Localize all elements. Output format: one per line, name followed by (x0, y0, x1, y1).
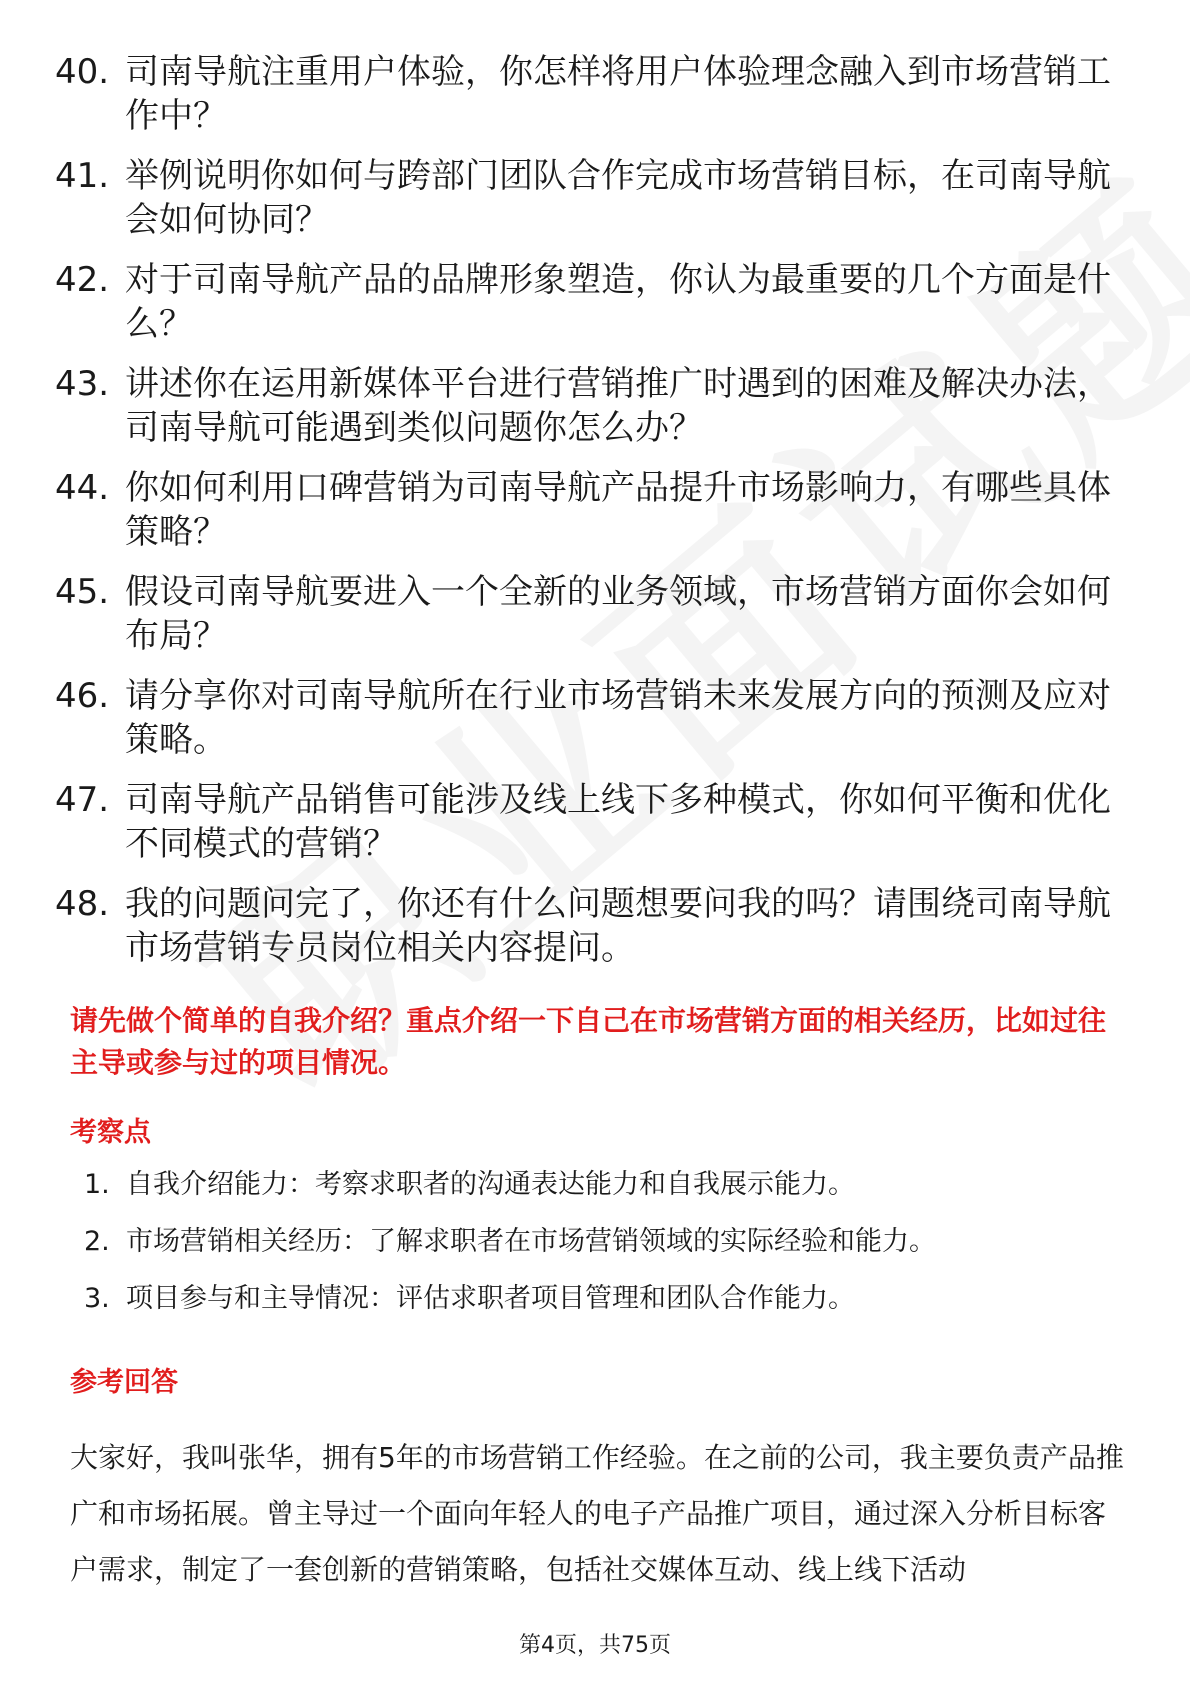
question-number: 44. (55, 468, 110, 508)
question-number: 46. (55, 676, 110, 716)
page-footer: 第4页，共75页 (519, 1633, 671, 1658)
point-number: 2. (84, 1226, 110, 1257)
question-number: 47. (55, 780, 110, 820)
point-text: 市场营销相关经历：了解求职者在市场营销领域的实际经验和能力。 (126, 1226, 936, 1257)
question-text: 举例说明你如何与跨部门团队合作完成市场营销目标，在司南导航会如何协同？ (125, 156, 1111, 240)
question-text: 我的问题问完了，你还有什么问题想要问我的吗？请围绕司南导航市场营销专员岗位相关内容提问。 (125, 884, 1111, 968)
question-number: 40. (55, 52, 110, 92)
question-item (55, 570, 1135, 658)
assessment-point (84, 1165, 1124, 1205)
point-text: 项目参与和主导情况：评估求职者项目管理和团队合作能力。 (126, 1283, 855, 1314)
question-item (55, 258, 1135, 346)
question-number: 42. (55, 260, 110, 300)
question-number: 41. (55, 156, 110, 196)
question-item (55, 362, 1135, 450)
question-item (55, 674, 1135, 762)
question-text: 假设司南导航要进入一个全新的业务领域，市场营销方面你会如何布局？ (125, 572, 1111, 656)
reference-title: 参考回答 (70, 1367, 178, 1398)
question-text: 司南导航注重用户体验，你怎样将用户体验理念融入到市场营销工作中？ (125, 52, 1111, 136)
assessment-point (84, 1222, 1124, 1262)
question-item (55, 154, 1135, 242)
question-item (55, 882, 1135, 970)
question-text: 对于司南导航产品的品牌形象塑造，你认为最重要的几个方面是什么？ (125, 260, 1111, 344)
assessment-points (84, 1165, 1124, 1336)
question-text: 你如何利用口碑营销为司南导航产品提升市场影响力，有哪些具体策略？ (125, 468, 1111, 552)
question-item (55, 50, 1135, 138)
assessment-point (84, 1279, 1124, 1319)
question-text: 司南导航产品销售可能涉及线上线下多种模式，你如何平衡和优化不同模式的营销？ (125, 780, 1111, 864)
question-list (55, 50, 1135, 986)
question-text: 讲述你在运用新媒体平台进行营销推广时遇到的困难及解决办法，司南导航可能遇到类似问题你怎么办？ (125, 364, 1111, 448)
point-number: 1. (84, 1169, 110, 1200)
question-number: 43. (55, 364, 110, 404)
question-text: 请分享你对司南导航所在行业市场营销未来发展方向的预测及应对策略。 (125, 676, 1111, 760)
point-text: 自我介绍能力：考察求职者的沟通表达能力和自我展示能力。 (126, 1169, 855, 1200)
intro-question-heading: 请先做个简单的自我介绍？重点介绍一下自己在市场营销方面的相关经历，比如过往主导或参与过的项目情况。 (70, 1004, 1107, 1079)
assessment-title: 考察点 (70, 1117, 151, 1148)
question-number: 45. (55, 572, 110, 612)
point-number: 3. (84, 1283, 110, 1314)
question-number: 48. (55, 884, 110, 924)
question-item (55, 778, 1135, 866)
reference-answer: 大家好，我叫张华，拥有5年的市场营销工作经验。在之前的公司，我主要负责产品推广和市场拓展。曾主导过一个面向年轻人的电子产品推广项目，通过深入分析目标客户需求，制定了一套创新的营销策略，包括社交媒体互动、线上线下活动 (70, 1441, 1124, 1586)
question-item (55, 466, 1135, 554)
